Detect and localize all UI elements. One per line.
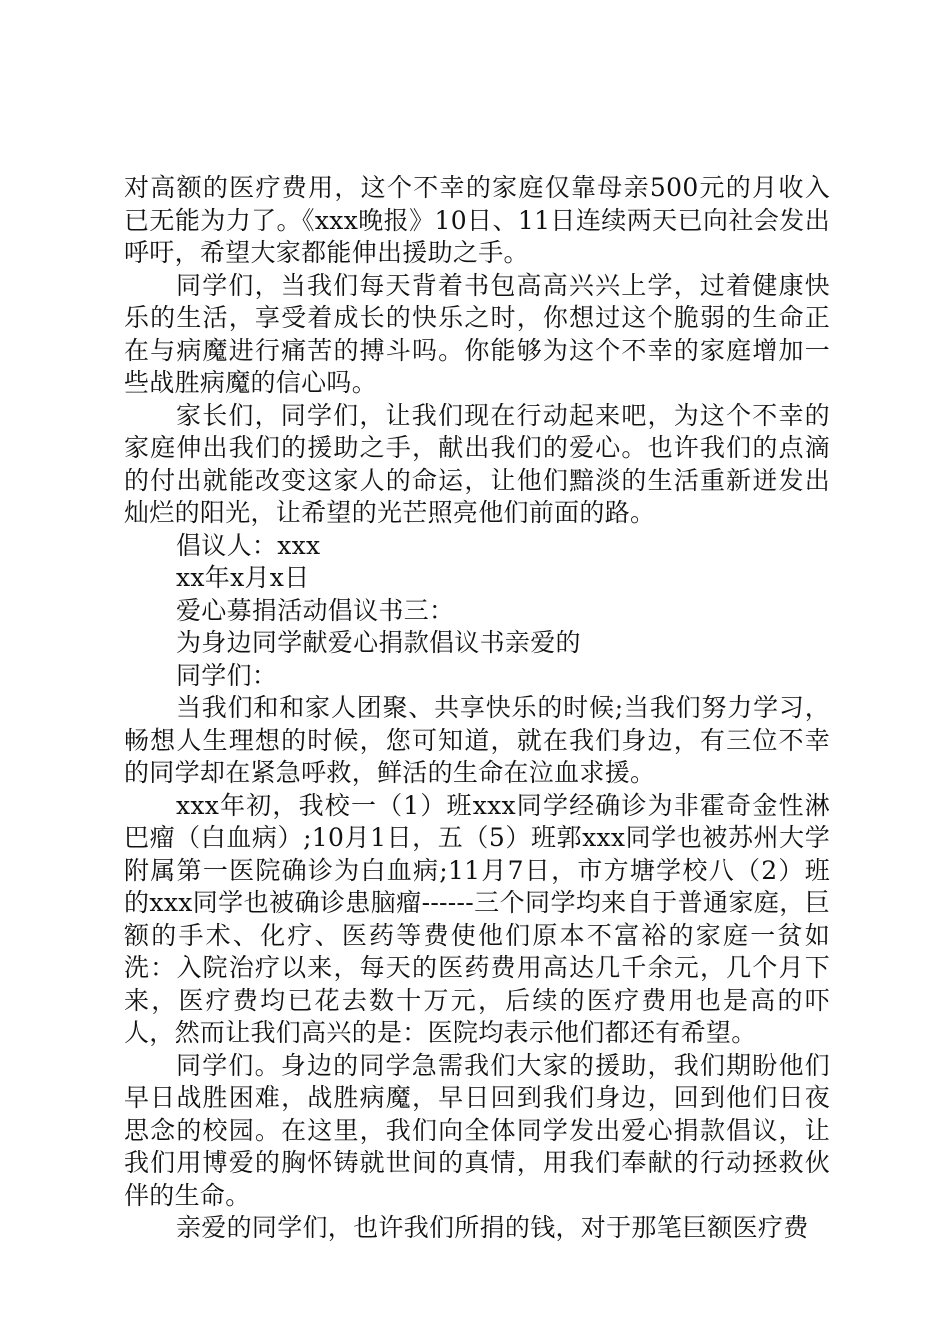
section-title: 爱心募捐活动倡议书三： (176, 595, 455, 625)
letter-heading: 为身边同学献爱心捐款倡议书亲爱的 (176, 628, 581, 657)
initiator-line: 倡议人：xxx (176, 530, 321, 560)
salutation: 同学们： (176, 660, 278, 690)
paragraph-3: 家长们，同学们，让我们现在行动起来吧，为这个不幸的家庭伸出我们的援助之手，献出我们的爱心。也许我们的点滴的付出就能改变这家人的命运，让他们黯淡的生活重新迸发出灿烂的阳光，让希望的光芒照亮他们前面的路。 (124, 400, 830, 527)
paragraph-10: xxx年初，我校一（1）班xxx同学经确诊为非霍奇金性淋巴瘤（白血病）;10月1日，五（5）班郭xxx同学也被苏州大学附属第一医院确诊为白血病;11月7日，市方塘学校八（2）班的xxx同学也被确诊患脑瘤------三个同学均来自于普通家庭，巨额的手术、化疗、医药等费使他们原本不富裕的家庭一贫如洗：入院治疗以来，每天的医药费用高达几千余元，几个月下来，医疗费均已花去数十万元，后续的医疗费用也是高的吓人，然而让我们高兴的是：医院均表示他们都还有希望。 (124, 790, 830, 1047)
paragraph-11: 同学们。身边的同学急需我们大家的援助，我们期盼他们早日战胜困难，战胜病魔，早日回到我们身边，回到他们日夜思念的校园。在这里，我们向全体同学发出爱心捐款倡议，让我们用博爱的胸怀铸就世间的真情，用我们奉献的行动拯救伙伴的生命。 (124, 1050, 830, 1210)
paragraph-2: 同学们，当我们每天背着书包高高兴兴上学，过着健康快乐的生活，享受着成长的快乐之时，你想过这个脆弱的生命正在与病魔进行痛苦的搏斗吗。你能够为这个不幸的家庭增加一些战胜病魔的信心吗。 (124, 270, 830, 397)
paragraph-1: 对高额的医疗费用，这个不幸的家庭仅靠母亲500元的月收入已无能为力了。《xxx晚报》10日、11日连续两天已向社会发出呼吁，希望大家都能伸出援助之手。 (124, 173, 830, 267)
document-body (124, 172, 830, 1245)
paragraph-12: 亲爱的同学们，也许我们所捐的钱，对于那笔巨额医疗费 (176, 1213, 809, 1242)
date-line: xx年x月x日 (176, 563, 310, 592)
paragraph-9: 当我们和和家人团聚、共享快乐的时候;当我们努力学习，畅想人生理想的时候，您可知道，就在我们身边，有三位不幸的同学却在紧急呼救，鲜活的生命在泣血求援。 (124, 693, 830, 787)
